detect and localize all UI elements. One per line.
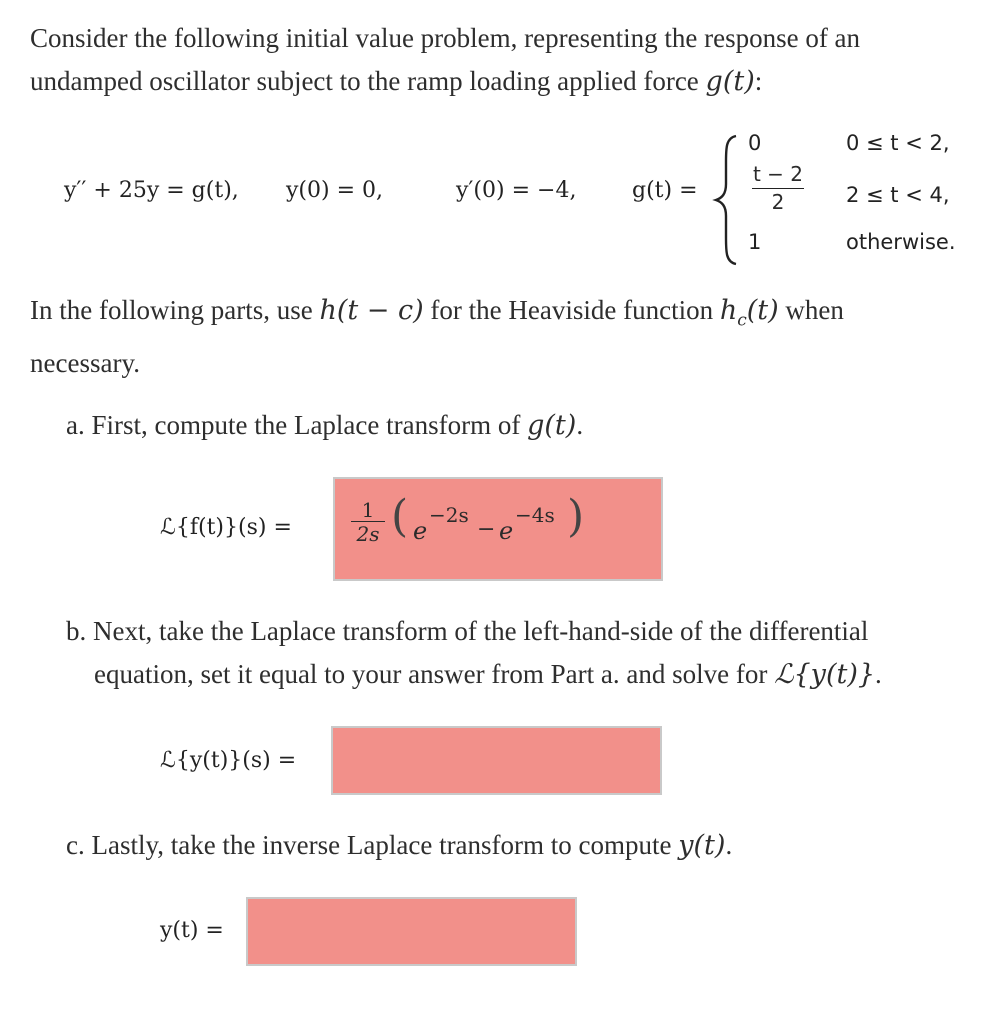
case-condition-2: 2 ≤ t < 4, [846, 183, 950, 207]
answer-e1: e [413, 517, 428, 545]
initial-condition-yprime0: y′(0) = −4, [456, 178, 577, 203]
part-b-answer-box[interactable] [331, 726, 662, 795]
answer-exp1: −2s [429, 503, 469, 527]
intro-line-2: undamped oscillator subject to the ramp loading applied force g(t): [30, 66, 763, 97]
answer-e2: e [499, 517, 514, 545]
heaviside-note [30, 289, 980, 385]
answer-exp2: −4s [515, 503, 555, 527]
case-condition-3: otherwise. [846, 230, 956, 254]
fraction-numerator: t − 2 [752, 162, 804, 186]
part-c-prompt: c. Lastly, take the inverse Laplace transform to compute y(t). [66, 830, 733, 861]
part-a-prompt: a. First, compute the Laplace transform of g(t). [66, 410, 584, 441]
case-value-0: 0 [748, 131, 762, 155]
part-b-prompt [66, 610, 976, 696]
answer-denominator: 2s [356, 522, 380, 546]
part-b-label: ℒ{y(t)}(s) = [160, 748, 297, 773]
answer-close-paren: ) [567, 491, 585, 542]
case-value-1: 1 [748, 230, 762, 254]
initial-condition-y0: y(0) = 0, [286, 178, 384, 203]
answer-minus: − [477, 517, 496, 542]
ode-equation: y′′ + 25y = g(t), [64, 178, 239, 203]
intro-line-1: Consider the following initial value problem, representing the response of an [30, 23, 861, 53]
heaviside-line-1: In the following parts, use h(t − c) for the Heaviside function $h_c(t)$ when [30, 295, 844, 331]
fraction-denominator: 2 [771, 190, 785, 214]
part-b-line-2: equation, set it equal to your answer from Part a. and solve for ℒ{y(t)}. [94, 659, 882, 690]
heaviside-line-2: necessary. [30, 348, 140, 379]
part-c-answer-box[interactable] [246, 897, 577, 966]
g-definition-lhs: g(t) = [632, 178, 698, 203]
part-a-answer-box[interactable] [333, 477, 663, 581]
intro-paragraph [30, 17, 980, 103]
answer-open-paren: ( [391, 491, 409, 542]
part-b-line-1: b. Next, take the Laplace transform of the left-hand-side of the differential [66, 616, 869, 646]
answer-fraction [351, 499, 385, 546]
part-c-label: y(t) = [160, 918, 224, 943]
case-condition-1: 0 ≤ t < 2, [846, 131, 950, 155]
piecewise-brace [712, 132, 742, 267]
case-value-fraction [748, 162, 808, 215]
answer-numerator: 1 [361, 498, 375, 522]
part-a-label: ℒ{f(t)}(s) = [160, 515, 292, 540]
